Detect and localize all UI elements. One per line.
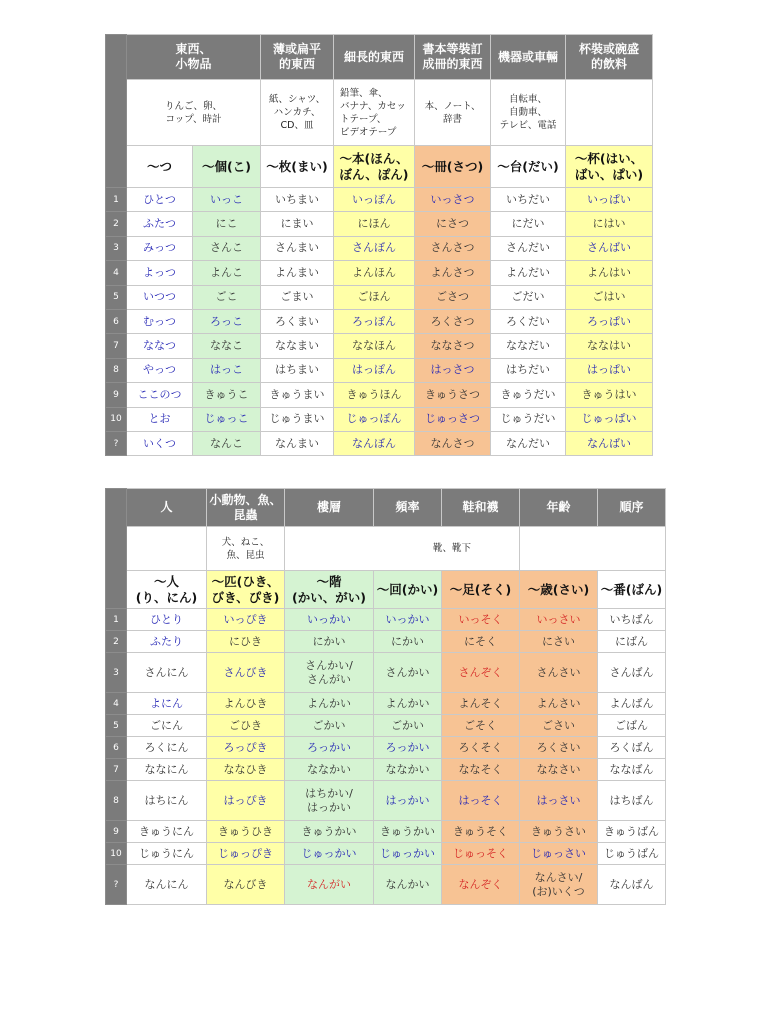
reading-cell: はっかい [374, 781, 442, 821]
reading-cell: よんひき [207, 693, 285, 715]
reading-cell: よんさい [520, 693, 598, 715]
reading-cell: にほん [334, 212, 415, 236]
reading-cell: ごかい [285, 715, 374, 737]
reading-cell: きゅうかい [285, 821, 374, 843]
table-row [106, 358, 653, 382]
reading-cell: ろくにん [127, 737, 207, 759]
category-header: 順序 [598, 489, 666, 527]
reading-cell: きゅうこ [193, 383, 261, 407]
reading-cell: なんがい [285, 865, 374, 905]
reading-cell: みっつ [127, 236, 193, 260]
reading-cell: きゅうさい [520, 821, 598, 843]
reading-cell: きゅうにん [127, 821, 207, 843]
reading-cell: むっつ [127, 309, 193, 333]
reading-cell: じゅっぱい [566, 407, 653, 431]
reading-cell: はっぴき [207, 781, 285, 821]
reading-cell: ななこ [193, 334, 261, 358]
row-number: 5 [106, 715, 127, 737]
row-number: 10 [106, 407, 127, 431]
reading-cell: ごそく [442, 715, 520, 737]
reading-cell: ななさい [520, 759, 598, 781]
reading-cell: ろくばん [598, 737, 666, 759]
reading-cell: じゅっぽん [334, 407, 415, 431]
counter-label: 〜階 (かい、がい) [285, 571, 374, 609]
reading-cell: いっかい [374, 609, 442, 631]
reading-cell: ろくさつ [415, 309, 491, 333]
counter-label: 〜足(そく) [442, 571, 520, 609]
reading-cell: なんかい [374, 865, 442, 905]
reading-cell: きゅうまい [261, 383, 334, 407]
example-cell: りんご、卵、 コップ、時計 [127, 80, 261, 146]
reading-cell: ななほん [334, 334, 415, 358]
reading-cell: やっつ [127, 358, 193, 382]
reading-cell: ひとつ [127, 188, 193, 212]
reading-cell: はっこ [193, 358, 261, 382]
table-row [106, 383, 653, 407]
reading-cell: なんだい [491, 431, 566, 455]
reading-cell: きゅうはい [566, 383, 653, 407]
category-header: 人 [127, 489, 207, 527]
reading-cell: よんかい [285, 693, 374, 715]
reading-cell: ろくそく [442, 737, 520, 759]
reading-cell: ななはい [566, 334, 653, 358]
table-row [106, 781, 666, 821]
reading-cell: じゅっかい [374, 843, 442, 865]
reading-cell: なんまい [261, 431, 334, 455]
table-row [106, 631, 666, 653]
example-cell: 自転車、 自動車、 テレビ、電話 [491, 80, 566, 146]
row-number: 8 [106, 781, 127, 821]
reading-cell: ごさつ [415, 285, 491, 309]
example-cell: 本、ノート、 辞書 [415, 80, 491, 146]
row-number: ? [106, 865, 127, 905]
reading-cell: ごにん [127, 715, 207, 737]
reading-cell: なんこ [193, 431, 261, 455]
reading-cell: さんびき [207, 653, 285, 693]
reading-cell: ここのつ [127, 383, 193, 407]
reading-cell: いっこ [193, 188, 261, 212]
counter-label: 〜回(かい) [374, 571, 442, 609]
row-number: 10 [106, 843, 127, 865]
counter-label: 〜番(ばん) [598, 571, 666, 609]
reading-cell: なんぞく [442, 865, 520, 905]
reading-cell: じゅうまい [261, 407, 334, 431]
reading-cell: いっぱい [566, 188, 653, 212]
example-cell: 鉛筆、傘、 バナナ、カセッ トテープ、 ビデオテープ [334, 80, 415, 146]
table-row [106, 759, 666, 781]
counter-label: 〜冊(さつ) [415, 146, 491, 188]
reading-cell: ろっぽん [334, 309, 415, 333]
category-header: 機器或車輛 [491, 35, 566, 80]
reading-cell: にひき [207, 631, 285, 653]
reading-cell: ななだい [491, 334, 566, 358]
row-number: 8 [106, 358, 127, 382]
row-number: 2 [106, 212, 127, 236]
table-row [106, 188, 653, 212]
reading-cell: ふたり [127, 631, 207, 653]
counter-label: 〜つ [127, 146, 193, 188]
reading-cell: にさい [520, 631, 598, 653]
category-header: 薄或扁平 的東西 [261, 35, 334, 80]
category-header: 東西、 小物品 [127, 35, 261, 80]
reading-cell: さんばん [598, 653, 666, 693]
table-row [106, 865, 666, 905]
reading-cell: じゅうだい [491, 407, 566, 431]
category-header: 樓層 [285, 489, 374, 527]
row-number: 3 [106, 236, 127, 260]
reading-cell: ろくさい [520, 737, 598, 759]
row-number: 1 [106, 188, 127, 212]
table-row [106, 309, 653, 333]
corner-cell [106, 35, 127, 188]
example-cell: 靴、靴下 [285, 527, 520, 571]
category-header: 小動物、魚、 昆蟲 [207, 489, 285, 527]
reading-cell: じゅっさい [520, 843, 598, 865]
reading-cell: ごはい [566, 285, 653, 309]
reading-cell: じゅっぴき [207, 843, 285, 865]
reading-cell: きゅうさつ [415, 383, 491, 407]
table-row [106, 212, 653, 236]
counter-label: 〜匹(ひき、 びき、ぴき) [207, 571, 285, 609]
reading-cell: よんはい [566, 261, 653, 285]
reading-cell: いつつ [127, 285, 193, 309]
reading-cell: ごかい [374, 715, 442, 737]
reading-cell: ごひき [207, 715, 285, 737]
reading-cell: ごだい [491, 285, 566, 309]
reading-cell: じゅうばん [598, 843, 666, 865]
reading-cell: ななつ [127, 334, 193, 358]
reading-cell: いっぽん [334, 188, 415, 212]
reading-cell: じゅっさつ [415, 407, 491, 431]
reading-cell: じゅうにん [127, 843, 207, 865]
reading-cell: ろっぱい [566, 309, 653, 333]
reading-cell: はっさい [520, 781, 598, 821]
counter-label: 〜杯(はい、 ばい、ぱい) [566, 146, 653, 188]
table-row [106, 737, 666, 759]
category-header: 年齡 [520, 489, 598, 527]
reading-cell: じゅっそく [442, 843, 520, 865]
table-row [106, 285, 653, 309]
example-cell: 犬、ねこ、 魚、昆虫 [207, 527, 285, 571]
reading-cell: ななそく [442, 759, 520, 781]
reading-cell: ろっこ [193, 309, 261, 333]
reading-cell: ろくだい [491, 309, 566, 333]
table-row [106, 609, 666, 631]
reading-cell: きゅうかい [374, 821, 442, 843]
table-row [106, 236, 653, 260]
reading-cell: とお [127, 407, 193, 431]
category-header: 杯裝或碗盛 的飲料 [566, 35, 653, 80]
reading-cell: ふたつ [127, 212, 193, 236]
reading-cell: ごさい [520, 715, 598, 737]
reading-cell: ろくまい [261, 309, 334, 333]
table-row [106, 653, 666, 693]
reading-cell: よんまい [261, 261, 334, 285]
example-cell [566, 80, 653, 146]
table-row [106, 693, 666, 715]
reading-cell: ろっかい [285, 737, 374, 759]
reading-cell: きゅうほん [334, 383, 415, 407]
reading-cell: なんばい [566, 431, 653, 455]
reading-cell: はちまい [261, 358, 334, 382]
reading-cell: よんこ [193, 261, 261, 285]
row-number: 6 [106, 309, 127, 333]
reading-cell: ひとり [127, 609, 207, 631]
row-number: 4 [106, 261, 127, 285]
reading-cell: はちだい [491, 358, 566, 382]
reading-cell: よんそく [442, 693, 520, 715]
reading-cell: いっそく [442, 609, 520, 631]
row-number: 2 [106, 631, 127, 653]
reading-cell: いくつ [127, 431, 193, 455]
row-number: 6 [106, 737, 127, 759]
reading-cell: にそく [442, 631, 520, 653]
reading-cell: にこ [193, 212, 261, 236]
table-row [106, 843, 666, 865]
reading-cell: はちかい/ はっかい [285, 781, 374, 821]
table-row [106, 407, 653, 431]
row-number: 7 [106, 334, 127, 358]
reading-cell: さんかい [374, 653, 442, 693]
reading-cell: よんかい [374, 693, 442, 715]
row-number: 3 [106, 653, 127, 693]
reading-cell: ななさつ [415, 334, 491, 358]
reading-cell: はっそく [442, 781, 520, 821]
reading-cell: じゅっかい [285, 843, 374, 865]
reading-cell: さんまい [261, 236, 334, 260]
reading-cell: ろっかい [374, 737, 442, 759]
table-row [106, 334, 653, 358]
reading-cell: きゅうばん [598, 821, 666, 843]
reading-cell: よんだい [491, 261, 566, 285]
category-header: 書本等裝訂 成冊的東西 [415, 35, 491, 80]
reading-cell: よんほん [334, 261, 415, 285]
reading-cell: にかい [374, 631, 442, 653]
reading-cell: ろっぴき [207, 737, 285, 759]
reading-cell: ななかい [285, 759, 374, 781]
counter-label: 〜歳(さい) [520, 571, 598, 609]
example-cell [127, 527, 207, 571]
row-number: 4 [106, 693, 127, 715]
table-row [106, 821, 666, 843]
reading-cell: ごばん [598, 715, 666, 737]
reading-cell: よにん [127, 693, 207, 715]
reading-cell: いちまい [261, 188, 334, 212]
counter-label: 〜本(ほん、 ぼん、ぽん) [334, 146, 415, 188]
reading-cell: はっぱい [566, 358, 653, 382]
category-header: 頻率 [374, 489, 442, 527]
reading-cell: さんこ [193, 236, 261, 260]
row-number: ? [106, 431, 127, 455]
reading-cell: はちばん [598, 781, 666, 821]
reading-cell: にまい [261, 212, 334, 236]
reading-cell: にかい [285, 631, 374, 653]
reading-cell: にはい [566, 212, 653, 236]
reading-cell: はっぽん [334, 358, 415, 382]
reading-cell: さんぼん [334, 236, 415, 260]
reading-cell: なんにん [127, 865, 207, 905]
reading-cell: にさつ [415, 212, 491, 236]
reading-cell: ななかい [374, 759, 442, 781]
reading-cell: ななまい [261, 334, 334, 358]
reading-cell: いっぴき [207, 609, 285, 631]
corner-cell [106, 489, 127, 609]
counter-label: 〜人 (り、にん) [127, 571, 207, 609]
reading-cell: いちばん [598, 609, 666, 631]
row-number: 7 [106, 759, 127, 781]
counter-label: 〜枚(まい) [261, 146, 334, 188]
reading-cell: なんぼん [334, 431, 415, 455]
example-cell [520, 527, 666, 571]
table-row [106, 715, 666, 737]
reading-cell: ごまい [261, 285, 334, 309]
row-number: 5 [106, 285, 127, 309]
reading-cell: さんさつ [415, 236, 491, 260]
reading-cell: よっつ [127, 261, 193, 285]
reading-cell: なんびき [207, 865, 285, 905]
reading-cell: いっさつ [415, 188, 491, 212]
row-number: 1 [106, 609, 127, 631]
reading-cell: はっさつ [415, 358, 491, 382]
row-number: 9 [106, 821, 127, 843]
reading-cell: にばん [598, 631, 666, 653]
counter-label: 〜台(だい) [491, 146, 566, 188]
reading-cell: きゅうだい [491, 383, 566, 407]
row-number: 9 [106, 383, 127, 407]
counter-label: 〜個(こ) [193, 146, 261, 188]
reading-cell: ななにん [127, 759, 207, 781]
counter-table-1 [105, 34, 653, 456]
reading-cell: いちだい [491, 188, 566, 212]
reading-cell: さんばい [566, 236, 653, 260]
reading-cell: よんさつ [415, 261, 491, 285]
reading-cell: さんかい/ さんがい [285, 653, 374, 693]
reading-cell: じゅっこ [193, 407, 261, 431]
reading-cell: きゅうそく [442, 821, 520, 843]
reading-cell: よんばん [598, 693, 666, 715]
reading-cell: きゅうひき [207, 821, 285, 843]
reading-cell: さんぞく [442, 653, 520, 693]
reading-cell: さんさい [520, 653, 598, 693]
category-header: 鞋和襪 [442, 489, 520, 527]
reading-cell: ごほん [334, 285, 415, 309]
table-row [106, 431, 653, 455]
table-row [106, 261, 653, 285]
category-header: 細長的東西 [334, 35, 415, 80]
reading-cell: にだい [491, 212, 566, 236]
reading-cell: なんばん [598, 865, 666, 905]
reading-cell: はちにん [127, 781, 207, 821]
reading-cell: いっさい [520, 609, 598, 631]
reading-cell: ごこ [193, 285, 261, 309]
reading-cell: なんさつ [415, 431, 491, 455]
example-cell: 紙、シャツ、 ハンカチ、 CD、皿 [261, 80, 334, 146]
reading-cell: いっかい [285, 609, 374, 631]
reading-cell: なんさい/ (お)いくつ [520, 865, 598, 905]
reading-cell: ななばん [598, 759, 666, 781]
reading-cell: さんにん [127, 653, 207, 693]
counter-table-2 [105, 488, 666, 905]
reading-cell: さんだい [491, 236, 566, 260]
reading-cell: ななひき [207, 759, 285, 781]
